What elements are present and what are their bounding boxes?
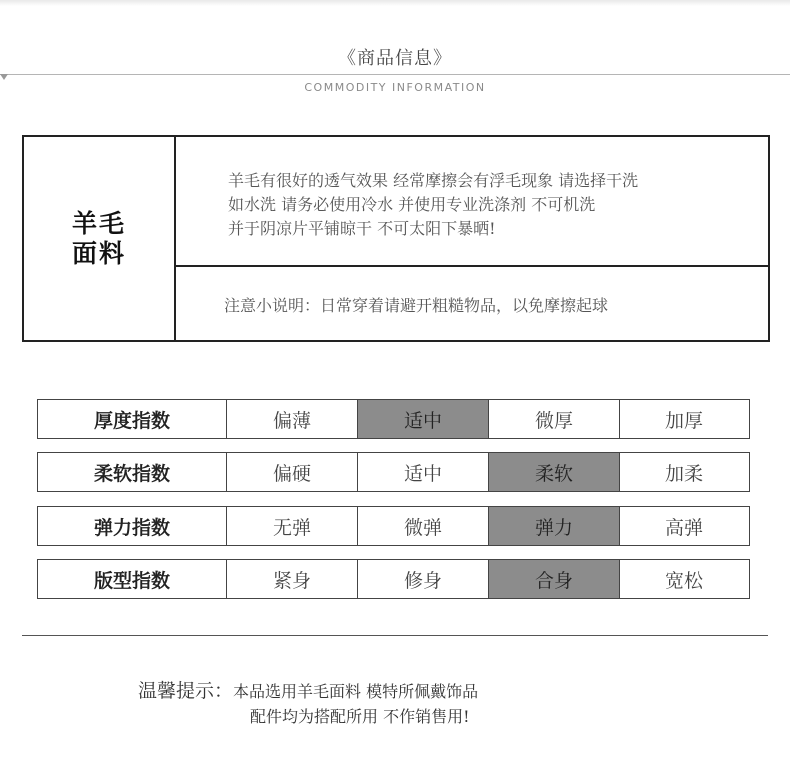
index-option: 加柔: [619, 453, 748, 491]
index-option: 适中: [357, 453, 488, 491]
softness-index-row: [37, 452, 750, 492]
index-option: 宽松: [619, 560, 748, 598]
description-line: 如水洗 请务必使用冷水 并使用专业洗涤剂 不可机洗: [228, 195, 596, 214]
tips-text: 本品选用羊毛面料 模特所佩戴饰品: [233, 682, 479, 701]
index-option: 紧身: [226, 560, 357, 598]
bottom-divider: [22, 635, 768, 636]
fabric-info-table: [22, 135, 770, 342]
index-option-selected: 柔软: [488, 453, 619, 491]
description-line: 并于阴凉片平铺晾干 不可太阳下暴晒!: [228, 219, 496, 238]
index-option: 偏硬: [226, 453, 357, 491]
index-option: 偏薄: [226, 400, 357, 438]
index-option: 高弹: [619, 507, 748, 545]
index-label: 版型指数: [93, 569, 170, 592]
index-label: 弹力指数: [93, 516, 170, 539]
tips-label: 温馨提示：: [138, 680, 234, 702]
page-title: 《商品信息》: [338, 48, 452, 69]
index-option: 加厚: [619, 400, 748, 438]
thickness-index-row: [37, 399, 750, 439]
fabric-label: 羊毛面料: [71, 208, 126, 268]
index-label: 厚度指数: [93, 409, 170, 432]
index-option: 无弹: [226, 507, 357, 545]
description-line: 羊毛有很好的透气效果 经常摩擦会有浮毛现象 请选择干洗: [228, 171, 639, 190]
page-subtitle: COMMODITY INFORMATION: [304, 81, 486, 94]
tips-line-2: 配件均为搭配所用 不作销售用!: [250, 707, 470, 726]
index-label: 柔软指数: [93, 462, 170, 485]
index-option-selected: 适中: [357, 400, 488, 438]
fabric-description: [228, 169, 638, 241]
index-option: 修身: [357, 560, 488, 598]
fabric-label-cell: [24, 137, 176, 340]
fabric-description-cell: [176, 137, 768, 267]
fabric-note: 注意小说明：日常穿着请避开粗糙物品，以免摩擦起球: [224, 296, 609, 315]
divider-marker: [0, 74, 8, 80]
top-shadow: [0, 0, 790, 6]
tips-line-1: [138, 676, 478, 703]
fabric-note-cell: [176, 267, 768, 340]
index-option-selected: 合身: [488, 560, 619, 598]
fit-index-row: [37, 559, 750, 599]
index-option-selected: 弹力: [488, 507, 619, 545]
title-divider: [0, 74, 790, 75]
index-option: 微弹: [357, 507, 488, 545]
elasticity-index-row: [37, 506, 750, 546]
index-option: 微厚: [488, 400, 619, 438]
